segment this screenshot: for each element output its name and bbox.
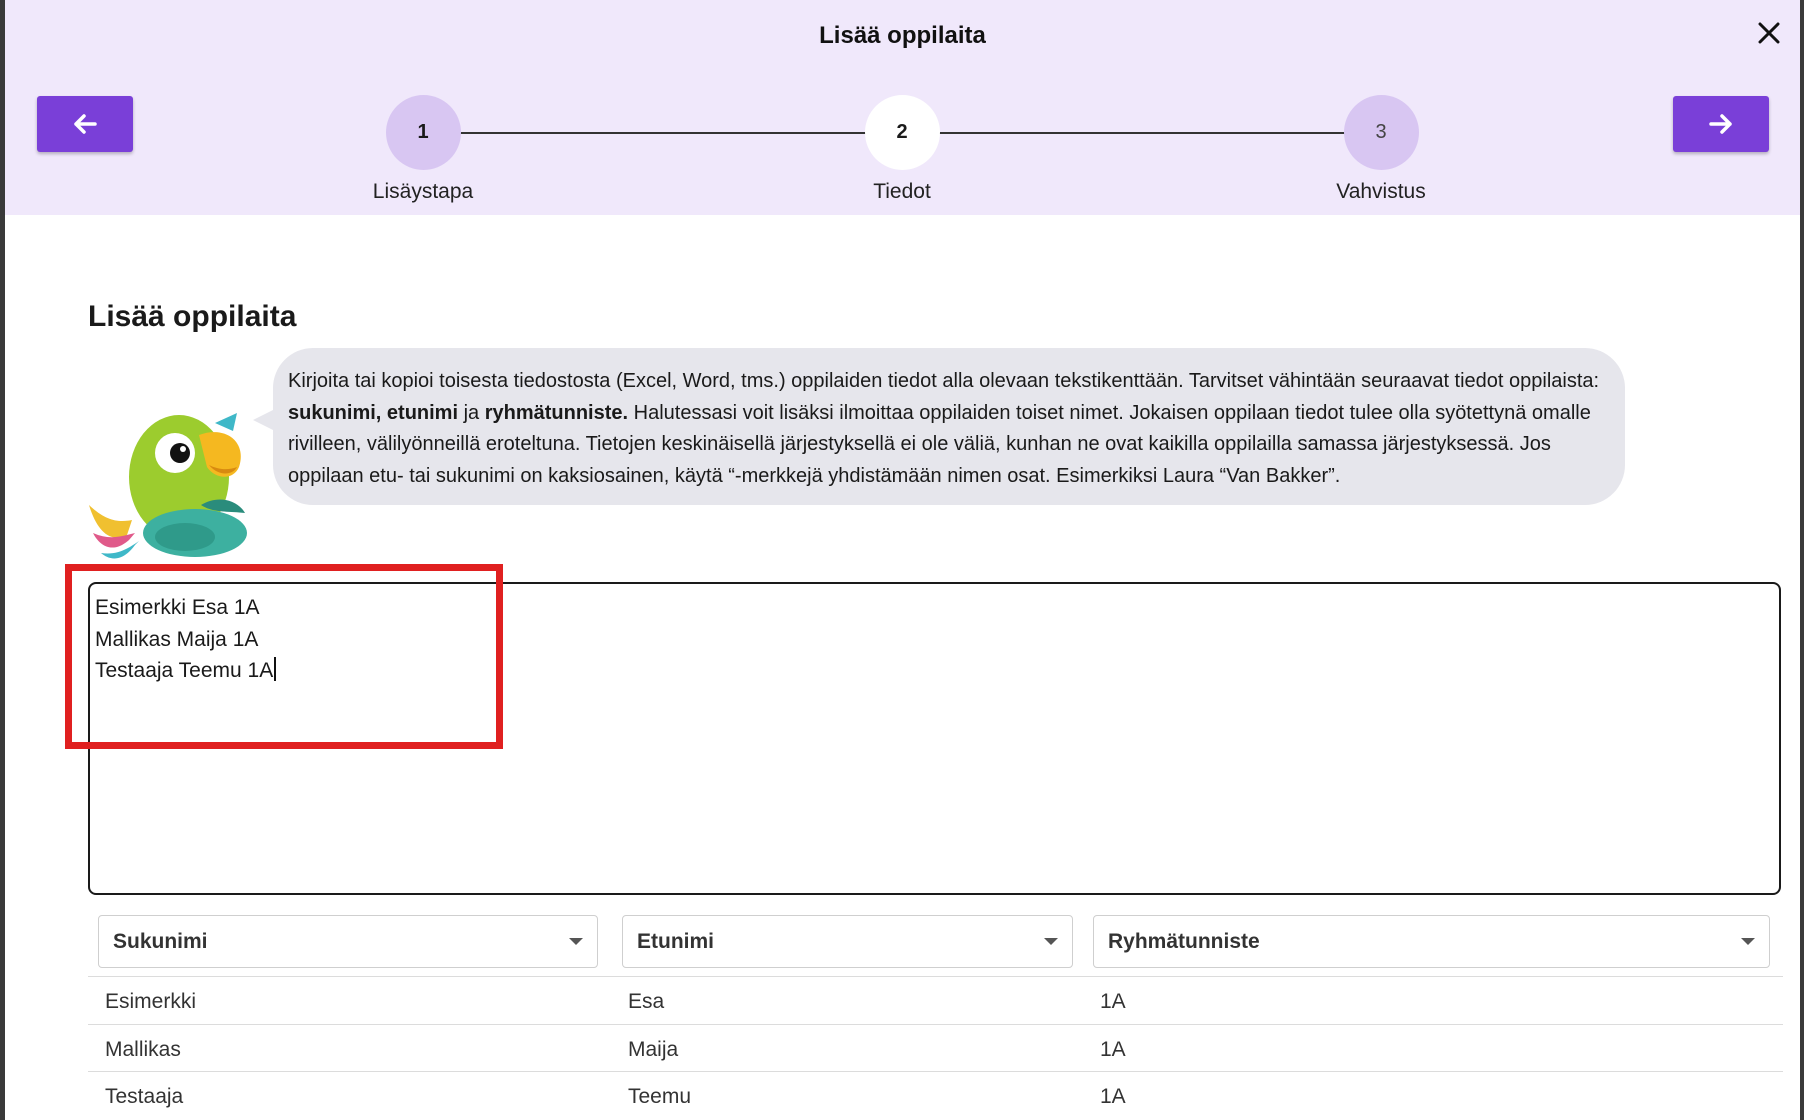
textarea-line [95,655,1779,687]
chevron-down-icon [569,938,583,945]
next-button[interactable] [1673,96,1769,152]
parrot-mascot-icon [87,395,277,570]
student-data-textarea[interactable] [88,582,1781,895]
step-label: Vahvistus [1336,180,1426,203]
column-select-etunimi[interactable] [622,915,1073,968]
select-value: Sukunimi [113,929,208,953]
textarea-line: Esimerkki Esa 1A [95,596,260,619]
back-button[interactable] [37,96,133,152]
instructions-text: Kirjoita tai kopioi toisesta tiedostosta (Excel, Word, tms.) oppilaiden tiedot alla olevaan tekstikenttään. Tarvitset vähintään seuraavat tiedot oppilaista: [288,370,1600,392]
close-icon [1752,16,1786,50]
dialog-header [5,0,1800,215]
step-2[interactable] [822,95,982,204]
step-label: Tiedot [873,180,931,203]
step-label: Lisäystapa [372,180,474,203]
section-title: Lisää oppilaita [88,300,297,333]
table-cell: 1A [1100,990,1126,1013]
students-preview-table [88,976,1783,1119]
chevron-down-icon [1741,938,1755,945]
table-cell: Mallikas [105,1037,181,1061]
step-circle: 3 [1344,95,1419,170]
table-row [88,976,1783,1024]
column-select-ryhmatunniste[interactable] [1093,915,1770,968]
add-students-dialog [5,0,1800,1120]
select-value: Ryhmätunniste [1108,929,1260,953]
step-1[interactable] [343,95,503,204]
dialog-title: Lisää oppilaita [819,22,986,49]
instructions-speech-bubble [273,348,1625,505]
arrow-right-icon [1706,109,1736,139]
column-select-sukunimi[interactable] [98,915,598,968]
table-cell: Testaaja [105,1085,184,1108]
chevron-down-icon [1044,938,1058,945]
table-cell: Esa [628,990,665,1013]
step-3[interactable] [1301,95,1461,204]
table-cell: Maija [628,1037,679,1061]
table-cell: 1A [1100,1085,1126,1108]
instructions-text: Halutessasi voit lisäksi ilmoittaa oppilaiden toiset nimet. Jokaisen oppilaan tiedot tulee olla syötettynä omalle rivilleen, välilyönneillä eroteltuna. Tietojen keskinäisellä järjestyksellä ei ole väliä, kunhan ne ovat kaikilla oppilailla samassa järjestyksessä. Jos oppilaan etu- tai sukunimi on kaksiosainen, käytä “-merkkejä yhdistämään nimen osat. Esimerkiksi Laura “Van Bakker”. [288,401,1591,487]
text-cursor [274,657,276,681]
textarea-line: Mallikas Maija 1A [95,627,259,651]
table-cell: Esimerkki [105,990,197,1013]
step-circle: 1 [386,95,461,170]
instructions-required-group: ryhmätunniste. [484,401,629,424]
table-row [88,1024,1783,1072]
arrow-left-icon [70,109,100,139]
instructions-required-names: sukunimi, etunimi [288,401,459,424]
table-row [88,1071,1783,1119]
textarea-line-text: Testaaja Teemu 1A [95,659,274,682]
table-cell: Teemu [628,1085,692,1108]
select-value: Etunimi [637,929,714,953]
table-cell: 1A [1100,1037,1126,1061]
instructions-text: ja [458,401,485,424]
close-button[interactable] [1752,16,1786,50]
step-circle: 2 [865,95,940,170]
